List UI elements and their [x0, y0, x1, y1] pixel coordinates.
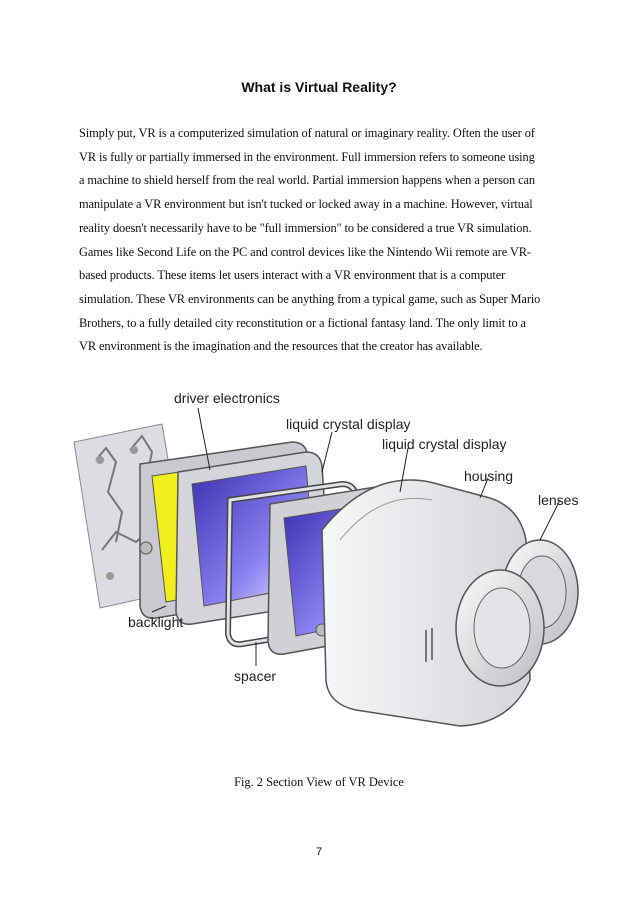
label-backlight: backlight: [128, 614, 184, 630]
label-driver-electronics: driver electronics: [174, 390, 280, 406]
page-heading: What is Virtual Reality?: [241, 79, 397, 95]
paragraph-line: a machine to shield herself from the real world. Partial immersion happens when a person can: [79, 173, 535, 188]
paragraph-line: VR environment is the imagination and the resources that the creator has available.: [79, 339, 483, 354]
paragraph-line: Games like Second Life on the PC and control devices like the Nintendo Wii remote are VR-: [79, 244, 531, 259]
paragraph-line: based products. These items let users interact with a VR environment that is a computer: [79, 268, 506, 283]
figure-caption: Fig. 2 Section View of VR Device: [234, 775, 404, 789]
paragraph-line: manipulate a VR environment but isn't tucked or locked away in a machine. However, virtual: [79, 197, 533, 212]
paragraph-line: Simply put, VR is a computerized simulation of natural or imaginary reality. Often the user of: [79, 126, 535, 140]
label-lenses: lenses: [538, 492, 579, 508]
paragraph-line: VR is fully or partially immersed in the environment. Full immersion refers to someone using: [79, 149, 535, 164]
label-lcd-2: liquid crystal display: [382, 436, 507, 452]
label-spacer: spacer: [234, 668, 277, 684]
paragraph-line: simulation. These VR environments can be anything from a typical game, such as Super Mario: [79, 291, 541, 306]
label-lcd-1: liquid crystal display: [286, 416, 411, 432]
paragraph-line: Brothers, to a fully detailed city reconstitution or a fictional fantasy land. The only limit to a: [79, 315, 526, 330]
vr-device-figure: [70, 380, 590, 740]
vr-device-illustration: [70, 380, 590, 740]
body-paragraph: [79, 122, 561, 359]
paragraph-line: reality doesn't necessarily have to be "full immersion" to be considered a true VR simulation.: [79, 220, 532, 235]
label-housing: housing: [464, 468, 514, 484]
page-number: 7: [315, 846, 323, 858]
